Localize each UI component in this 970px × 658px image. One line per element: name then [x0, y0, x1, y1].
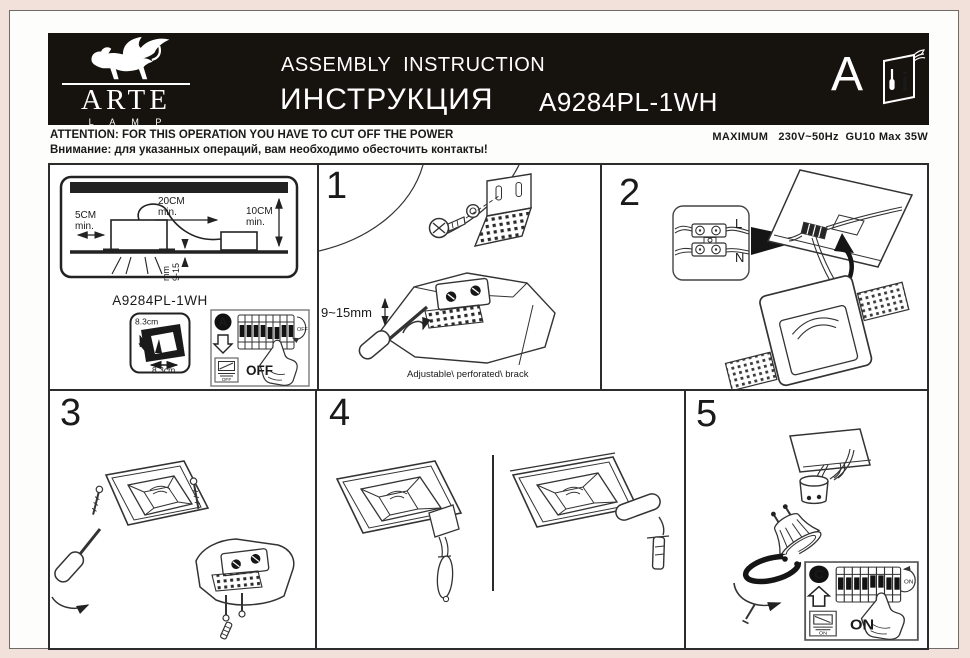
trim-screw-left [90, 486, 103, 516]
retaining-ring [743, 551, 801, 586]
step1-drawing [319, 165, 600, 389]
adjust-range-label: 9~15mm [321, 305, 372, 320]
power-off-panel [210, 309, 310, 387]
putty-knife [429, 505, 459, 602]
live-label: L [735, 216, 743, 231]
dim-board: 9-15 [171, 262, 181, 281]
rotate-arrow [734, 583, 780, 605]
panel-step-3 [50, 391, 317, 648]
svg-text:OFF: OFF [221, 377, 232, 383]
svg-text:min.: min. [246, 217, 265, 228]
step-number: 3 [60, 392, 82, 434]
trim-frame [106, 461, 208, 525]
step2-drawing [602, 165, 925, 389]
version-letter: A [831, 48, 864, 101]
svg-text:min.: min. [158, 207, 177, 218]
title-russian: ИНСТРУКЦИЯ [280, 83, 494, 116]
winged-lion-icon [71, 35, 181, 83]
manual-booklet-icon [876, 46, 926, 108]
fixture-body [712, 263, 920, 389]
header-bar [48, 33, 929, 125]
info-i-glyph: i [901, 67, 909, 97]
wall-switch-icon [810, 611, 836, 636]
svg-text:ON: ON [818, 630, 828, 637]
arte-lamp-logo [62, 35, 190, 127]
small-screw [743, 604, 756, 624]
step-number: 5 [696, 393, 718, 435]
paint-roller [614, 492, 669, 570]
model-number: A9284PL-1WH [539, 87, 718, 117]
housing-back [196, 539, 294, 605]
panel-step-4 [317, 391, 686, 648]
step-badge-c: C [813, 567, 824, 582]
panel-step-1 [319, 165, 602, 391]
neutral-label: N [735, 250, 745, 265]
dim-cable: 20CM [158, 196, 185, 207]
step-badge-a: A [218, 315, 228, 330]
cutout-width-label: 8.3cm [152, 365, 176, 375]
fixture-housing [379, 273, 555, 363]
panel-overview [50, 165, 319, 391]
brand-subtitle: L A M P [88, 117, 169, 127]
panel-step-5 [686, 391, 927, 648]
wall-switch-icon [215, 358, 238, 383]
step-number: 2 [619, 172, 641, 214]
bracket-caption: Adjustable\ perforated\ brack [407, 369, 529, 380]
power-on-panel [804, 561, 919, 641]
dial-direction-label: ON [904, 579, 914, 586]
gu10-socket [800, 476, 828, 503]
terminal-callout [673, 206, 749, 280]
dim-depth: 10CM [246, 206, 273, 217]
svg-text:mm: mm [161, 266, 171, 281]
dim-side: 5CM [75, 210, 97, 221]
steps-grid [48, 163, 929, 650]
driver-box [221, 232, 257, 250]
ceiling-opening [790, 429, 871, 472]
panel-step-2 [602, 165, 927, 391]
power-on-label: ON [850, 617, 875, 634]
clearance-diagram [57, 173, 309, 288]
attention-row [50, 128, 928, 158]
electrical-rating: MAXIMUM 230V~50Hz GU10 Max 35W [712, 131, 928, 143]
step4-drawing [317, 391, 684, 646]
ceiling-panel [768, 170, 912, 267]
step3-drawing [50, 391, 315, 646]
gu10-bulb [759, 496, 824, 563]
cutout-height-label: 8.3cm [135, 316, 159, 327]
recessed-fixture [111, 220, 167, 250]
screwdriver [52, 529, 100, 608]
cutout-size-icon [128, 311, 192, 375]
attention-english: ATTENTION: FOR THIS OPERATION YOU HAVE TO CUT OFF THE POWER [50, 129, 454, 141]
svg-text:min.: min. [75, 221, 94, 232]
step-number: 4 [329, 392, 351, 434]
title-english: ASSEMBLY INSTRUCTION [281, 54, 546, 76]
brand-name: ARTE [62, 83, 190, 115]
attention-russian: Внимание: для указанных операций, вам необходимо обесточить контакты! [50, 144, 488, 157]
power-off-label: OFF [246, 363, 273, 378]
step-number: 1 [326, 165, 348, 207]
product-model: A9284PL-1WH [112, 293, 208, 308]
dial-direction-label: OFF [297, 327, 308, 333]
